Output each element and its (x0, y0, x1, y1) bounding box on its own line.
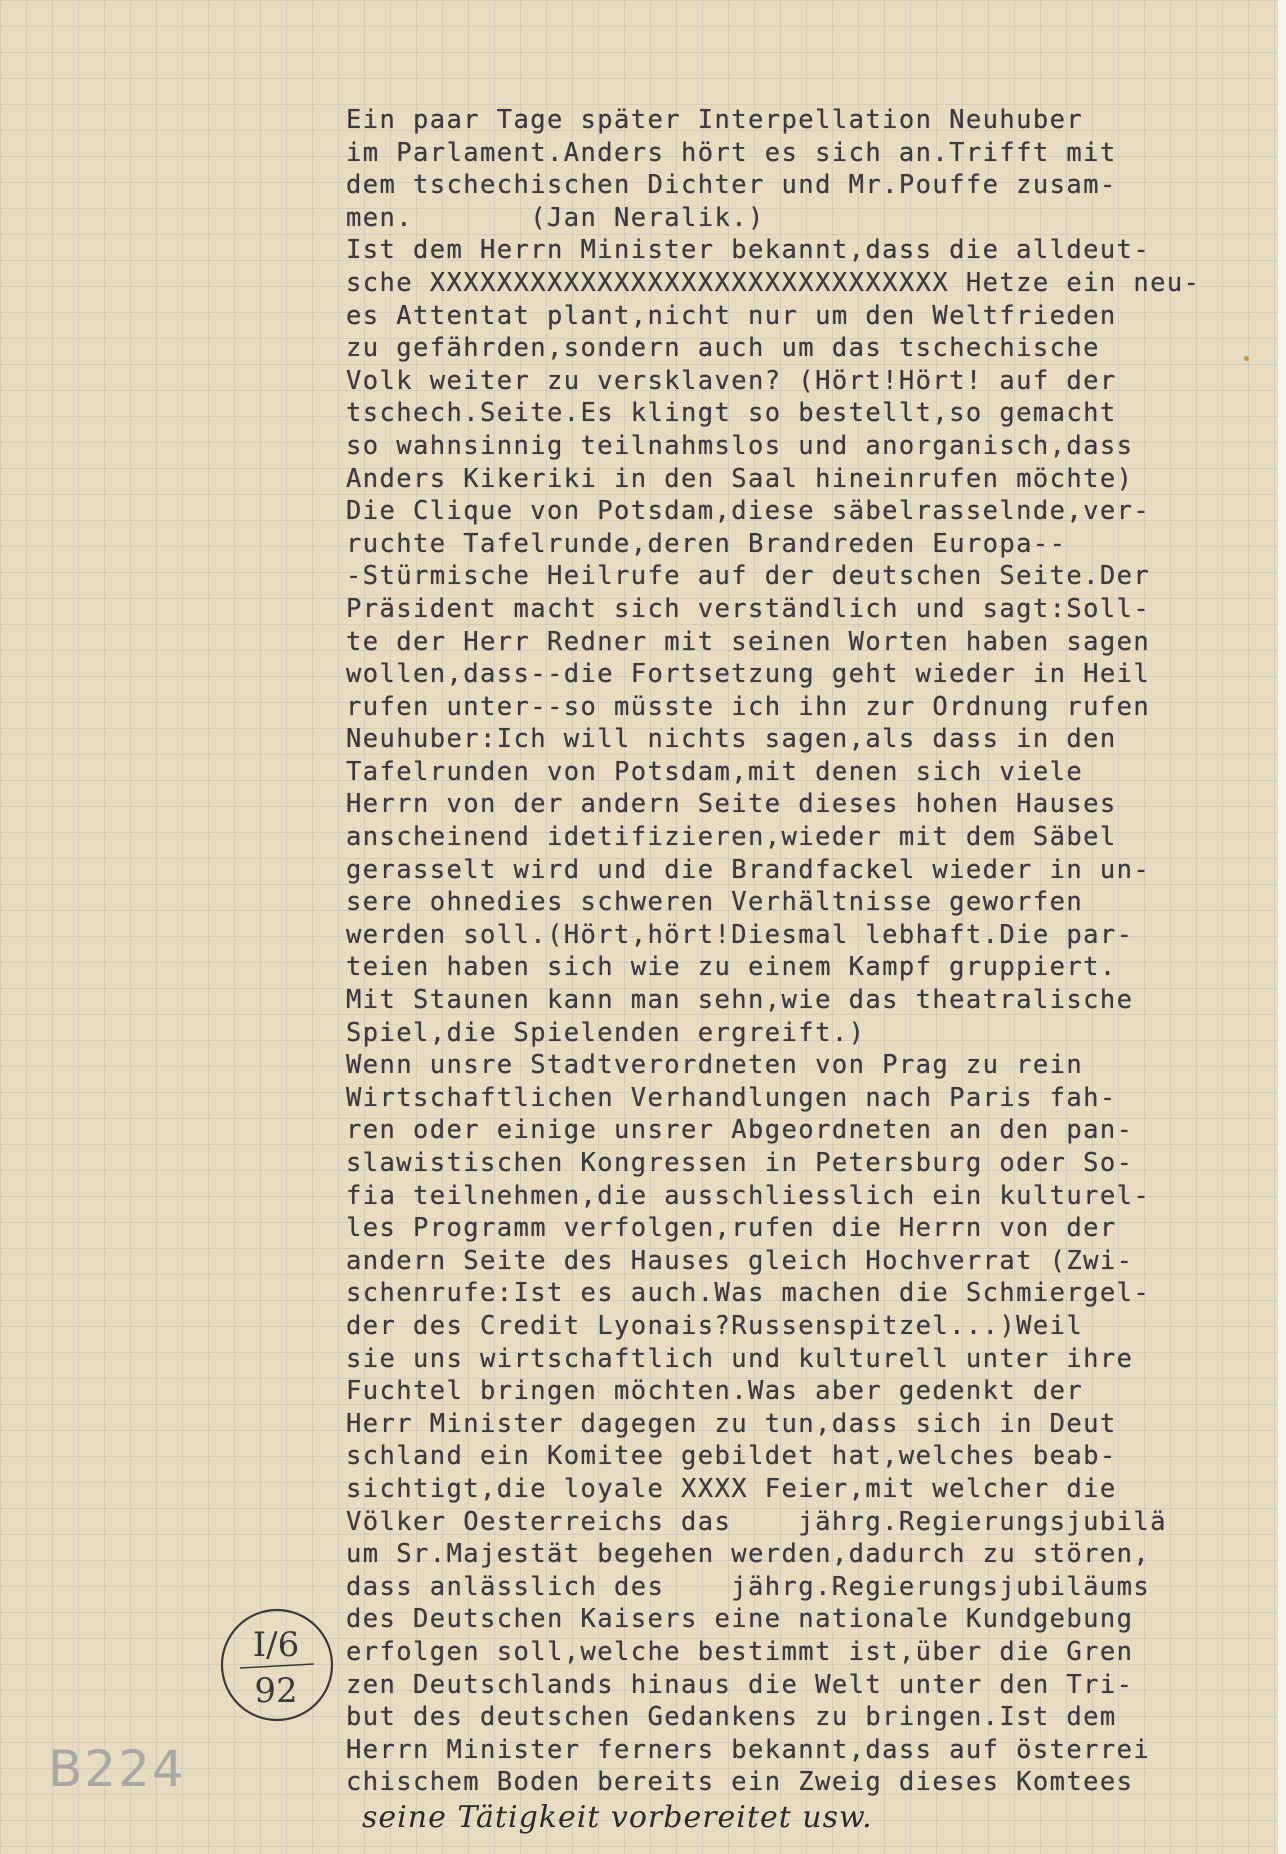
typed-line: erfolgen soll,welche bestimmt ist,über die Gren (346, 1636, 1134, 1667)
typed-line: Wirtschaftlichen Verhandlungen nach Paris fah- (346, 1082, 1117, 1113)
typed-line: Herrn Minister ferners bekannt,dass auf österrei (346, 1734, 1151, 1765)
typed-line: fia teilnehmen,die ausschliesslich ein kulturel- (346, 1180, 1151, 1211)
typed-line: Ist dem Herrn Minister bekannt,dass die alldeut- (346, 235, 1151, 266)
stamp-bottom-text: 92 (254, 1671, 298, 1711)
typed-line: ren oder einige unsrer Abgeordneten an den pan- (346, 1115, 1134, 1146)
typed-line: gerasselt wird und die Brandfackel wieder in un- (346, 854, 1151, 885)
typed-line: chischem Boden bereits ein Zweig dieses Komtees (346, 1767, 1134, 1798)
typed-line: Herrn von der andern Seite dieses hohen Hauses (346, 789, 1117, 820)
archive-stamp-graphic (218, 1606, 336, 1724)
typed-line: zu gefährden,sondern auch um das tschechische (346, 333, 1100, 364)
typed-line: es Attentat plant,nicht nur um den Weltfrieden (346, 300, 1117, 331)
typed-line: schland ein Komitee gebildet hat,welches beab- (346, 1441, 1117, 1472)
typed-line: teien haben sich wie zu einem Kampf gruppiert. (346, 952, 1117, 983)
typewritten-text (346, 104, 1276, 1799)
typed-line: um Sr.Majestät begehen werden,dadurch zu stören, (346, 1539, 1151, 1570)
typed-line: ruchte Tafelrunde,deren Brandreden Europa-- (346, 528, 1067, 559)
typed-line: te der Herr Redner mit seinen Worten haben sagen (346, 626, 1151, 657)
typed-line: zen Deutschlands hinaus die Welt unter den Tri- (346, 1669, 1134, 1700)
typed-line: dem tschechischen Dichter und Mr.Pouffe zusam- (346, 170, 1117, 201)
typed-line: anscheinend idetifizieren,wieder mit dem Säbel (346, 822, 1117, 853)
typed-line: andern Seite des Hauses gleich Hochverrat (Zwi- (346, 1245, 1134, 1276)
typed-line: Volk weiter zu versklaven? (Hört!Hört! auf der (346, 365, 1117, 396)
typed-line: wollen,dass--die Fortsetzung geht wieder in Heil (346, 659, 1151, 690)
typed-line: Wenn unsre Stadtverordneten von Prag zu rein (346, 1050, 1084, 1081)
typed-line: Ein paar Tage später Interpellation Neuhuber (346, 105, 1084, 135)
stamp-top-text: I/6 (252, 1625, 300, 1665)
paper-edge (1278, 0, 1286, 1854)
typed-line: men. (Jan Neralik.) (346, 202, 765, 233)
typed-line: sichtigt,die loyale XXXX Feier,mit welcher die (346, 1473, 1117, 1504)
typed-line: Die Clique von Potsdam,diese säbelrasselnde,ver- (346, 496, 1151, 527)
typed-line: rufen unter--so müsste ich ihn zur Ordnung rufen (346, 691, 1151, 722)
typed-line: tschech.Seite.Es klingt so bestellt,so gemacht (346, 398, 1117, 429)
typed-line: Völker Oesterreichs das jährg.Regierungsjubilä (346, 1506, 1167, 1537)
typed-line: but des deutschen Gedankens zu bringen.Ist dem (346, 1702, 1117, 1733)
archive-stamp (218, 1606, 336, 1724)
typed-line: sie uns wirtschaftlich und kulturell unter ihre (346, 1343, 1134, 1374)
typed-line: schenrufe:Ist es auch.Was machen die Schmiergel- (346, 1278, 1151, 1309)
typed-line: Fuchtel bringen möchten.Was aber gedenkt der (346, 1376, 1084, 1407)
typed-line: im Parlament.Anders hört es sich an.Trifft mit (346, 137, 1117, 168)
typed-line: Herr Minister dagegen zu tun,dass sich in Deut (346, 1408, 1117, 1439)
typed-line: so wahnsinnig teilnahmslos und anorganisch,dass (346, 430, 1134, 461)
typed-line: der des Credit Lyonais?Russenspitzel...)Weil (346, 1310, 1084, 1341)
typed-line: sche XXXXXXXXXXXXXXXXXXXXXXXXXXXXXXX Hetze ein neu- (346, 267, 1201, 298)
typed-line: les Programm verfolgen,rufen die Herrn von der (346, 1213, 1117, 1244)
typed-line: Spiel,die Spielenden ergreift.) (346, 1017, 866, 1048)
typed-line: Mit Staunen kann man sehn,wie das theatralische (346, 985, 1134, 1016)
typed-line: Tafelrunden von Potsdam,mit denen sich viele (346, 756, 1084, 787)
typed-line: sere ohnedies schweren Verhältnisse geworfen (346, 887, 1084, 918)
pencil-archive-number: B224 (48, 1740, 186, 1798)
typed-line: Neuhuber:Ich will nichts sagen,als dass in den (346, 724, 1117, 755)
typed-line: -Stürmische Heilrufe auf der deutschen Seite.Der (346, 561, 1151, 592)
typed-line: dass anlässlich des jährg.Regierungsjubiläums (346, 1571, 1151, 1602)
typed-line: Präsident macht sich verständlich und sagt:Soll- (346, 593, 1151, 624)
typed-line: Anders Kikeriki in den Saal hineinrufen möchte) (346, 463, 1134, 494)
handwritten-note: seine Tätigkeit vorbereitet usw. (362, 1800, 873, 1835)
typed-line: des Deutschen Kaisers eine nationale Kundgebung (346, 1604, 1134, 1635)
typed-line: werden soll.(Hört,hört!Diesmal lebhaft.Die par- (346, 919, 1134, 950)
typed-line: slawistischen Kongressen in Petersburg oder So- (346, 1148, 1134, 1178)
